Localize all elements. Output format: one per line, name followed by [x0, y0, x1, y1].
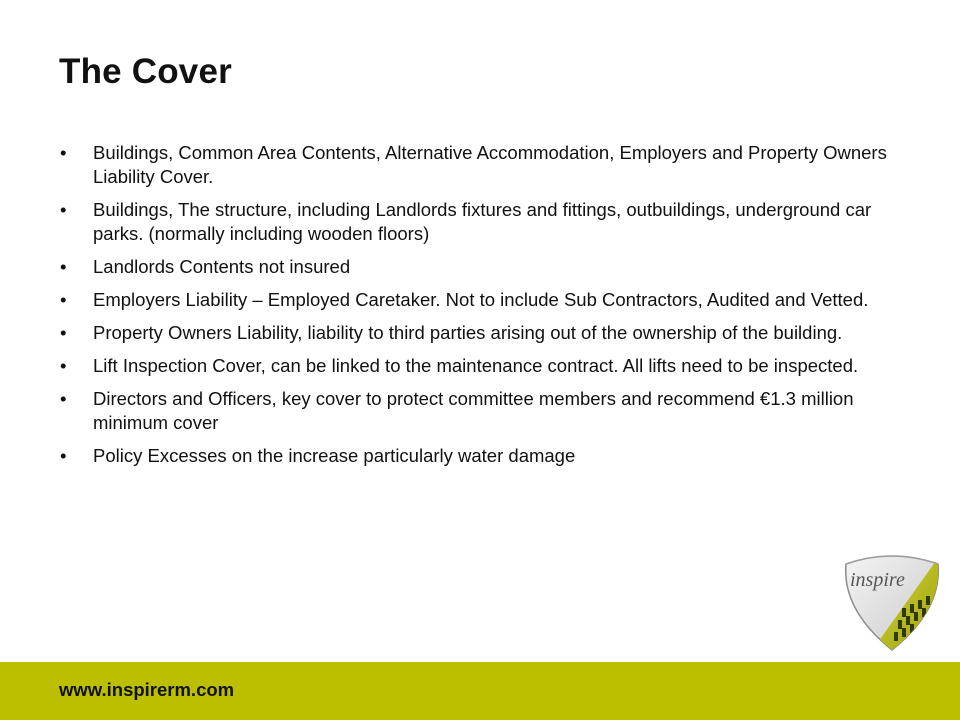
bullet-marker: • [60, 256, 67, 277]
bullet-text: Landlords Contents not insured [93, 256, 351, 277]
bullet-marker: • [60, 445, 67, 466]
bullet-item-4 [60, 288, 890, 312]
bullet-item-5 [60, 321, 890, 345]
bullet-marker: • [60, 322, 67, 343]
website-url[interactable]: www.inspirerm.com [59, 679, 235, 700]
bullet-text: Directors and Officers, key cover to protect committee members and recommend €1.3 million minimum cover [93, 388, 854, 433]
bullet-text: Buildings, Common Area Contents, Alternative Accommodation, Employers and Property Owners Liability Cover. [93, 142, 887, 187]
bullet-text: Property Owners Liability, liability to third parties arising out of the ownership of the building. [93, 322, 843, 343]
footer-bar [0, 662, 960, 720]
bullet-text: Buildings, The structure, including Landlords fixtures and fittings, outbuildings, underground car parks. (normally including wooden floors) [93, 199, 872, 244]
bullet-item-6 [60, 354, 890, 378]
bullet-item-2 [60, 198, 890, 246]
bullet-list [60, 141, 890, 477]
bullet-item-3 [60, 255, 890, 279]
slide-title: The Cover [59, 52, 232, 91]
inspire-shield-logo [838, 548, 946, 656]
bullet-item-8 [60, 444, 890, 468]
logo-wordmark: inspire [850, 569, 905, 591]
bullet-marker: • [60, 355, 67, 376]
bullet-marker: • [60, 388, 67, 409]
bullet-text: Employers Liability – Employed Caretaker. Not to include Sub Contractors, Audited and Vetted. [93, 289, 869, 310]
bullet-item-7 [60, 387, 890, 435]
bullet-item-1 [60, 141, 890, 189]
bullet-marker: • [60, 199, 67, 220]
bullet-marker: • [60, 289, 67, 310]
bullet-text: Lift Inspection Cover, can be linked to the maintenance contract. All lifts need to be inspected. [93, 355, 859, 376]
bullet-marker: • [60, 142, 67, 163]
bullet-text: Policy Excesses on the increase particularly water damage [93, 445, 576, 466]
shield-icon [838, 548, 946, 656]
